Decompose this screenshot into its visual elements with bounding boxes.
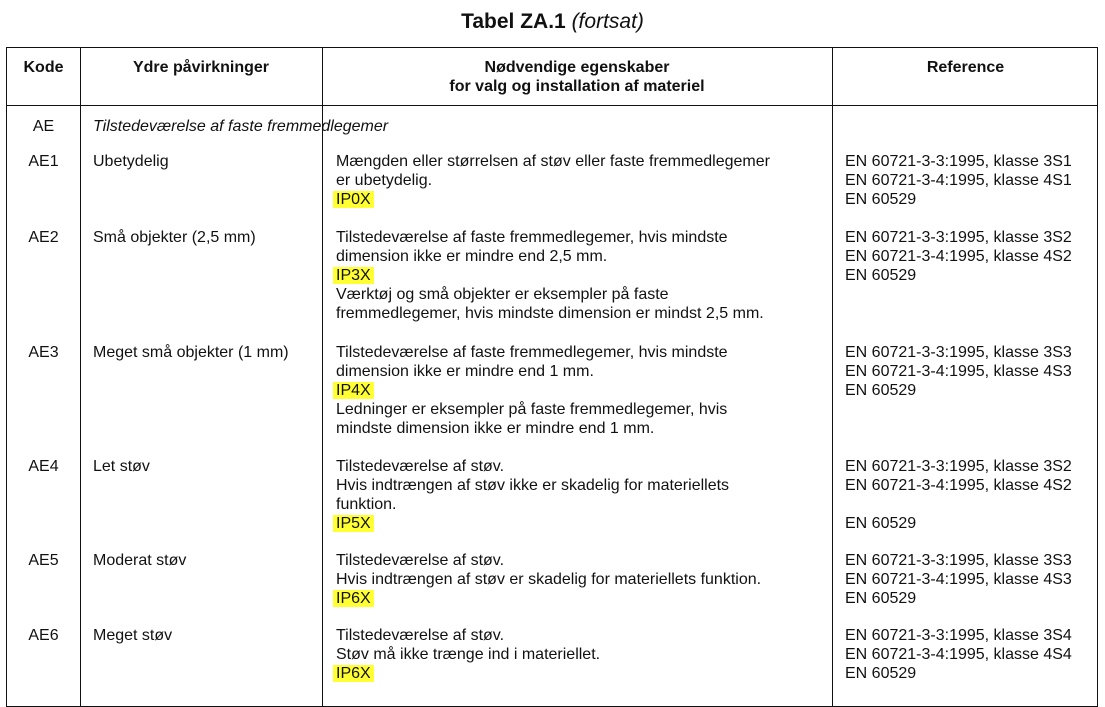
reference-line: EN 60529 [845,267,917,284]
table-title-sub: (fortsat) [571,10,644,33]
header-kode: Kode [23,59,64,76]
row-references [845,551,1072,608]
row-influence: Meget små objekter (1 mm) [93,344,289,361]
ip-code-highlight: IP4X [333,382,374,399]
reference-line: EN 60721-3-4:1995, klasse 4S3 [845,571,1072,588]
header-divider [7,105,1097,106]
row-code: AE2 [28,229,59,246]
row-influence: Ubetydelig [93,153,169,170]
reference-line: EN 60529 [845,590,917,607]
column-divider [832,48,833,706]
property-line: fremmedlegemer, hvis mindste dimension er mindst 2,5 mm. [336,305,764,322]
property-line: Hvis indtrængen af støv er skadelig for materiellets funktion. [336,571,762,588]
property-line: dimension ikke er mindre end 2,5 mm. [336,248,608,265]
ip-code-highlight: IP5X [333,515,374,532]
reference-line [845,495,1072,514]
group-code: AE [32,118,55,135]
row-influence: Små objekter (2,5 mm) [93,229,256,246]
column-divider [322,48,323,706]
row-references [845,152,1072,209]
property-line: Værktøj og små objekter er eksempler på faste [336,286,669,303]
reference-line: EN 60721-3-3:1995, klasse 3S1 [845,153,1072,170]
ip-code-highlight: IP3X [333,267,374,284]
ip-code-line [336,190,770,209]
property-line: Ledninger er eksempler på faste fremmedlegemer, hvis [336,401,728,418]
reference-line: EN 60529 [845,515,917,532]
ip-code-highlight: IP6X [333,590,374,607]
property-line: dimension ikke er mindre end 1 mm. [336,363,594,380]
reference-line: EN 60721-3-4:1995, klasse 4S2 [845,477,1072,494]
row-code: AE1 [28,153,59,170]
property-line: mindste dimension ikke er mindre end 1 mm. [336,420,655,437]
ip-code-highlight: IP6X [333,665,374,682]
reference-line: EN 60721-3-4:1995, klasse 4S4 [845,646,1072,663]
property-line: funktion. [336,496,397,513]
reference-line: EN 60529 [845,665,917,682]
property-line: Tilstedeværelse af støv. [336,458,505,475]
row-references [845,626,1072,683]
group-title: Tilstedeværelse af faste fremmedlegemer [93,118,389,135]
header-reference: Reference [926,59,1005,76]
ip-code-line [336,514,729,533]
property-line: Tilstedeværelse af faste fremmedlegemer, hvis mindste [336,344,728,361]
row-properties [336,152,770,209]
reference-line: EN 60721-3-4:1995, klasse 4S1 [845,172,1072,189]
row-properties [336,626,600,683]
ip-code-line [336,381,728,400]
row-properties [336,457,729,533]
reference-line: EN 60529 [845,382,917,399]
table-title [0,10,1105,34]
row-properties [336,551,761,608]
column-divider [80,48,81,706]
header-egenskaber-line1: Nødvendige egenskaber [484,59,670,76]
property-line: Tilstedeværelse af støv. [336,552,505,569]
ip-code-highlight: IP0X [333,191,374,208]
reference-line: EN 60529 [845,191,917,208]
row-code: AE5 [28,552,59,569]
row-influence: Moderat støv [93,552,187,569]
property-line: Tilstedeværelse af støv. [336,627,505,644]
reference-line: EN 60721-3-3:1995, klasse 3S4 [845,627,1072,644]
row-references [845,228,1072,285]
row-code: AE4 [28,458,59,475]
property-line: Hvis indtrængen af støv ikke er skadelig for materiellets [336,477,730,494]
ip-code-line [336,589,761,608]
header-egenskaber [322,58,832,96]
row-properties [336,343,728,438]
reference-line: EN 60721-3-3:1995, klasse 3S2 [845,229,1072,246]
property-line: Støv må ikke trænge ind i materiellet. [336,646,601,663]
row-references [845,343,1072,400]
ip-code-line [336,664,600,683]
row-references [845,457,1072,533]
reference-line: EN 60721-3-3:1995, klasse 3S2 [845,458,1072,475]
row-code: AE6 [28,627,59,644]
row-properties [336,228,764,323]
row-influence: Meget støv [93,627,173,644]
header-ydre: Ydre påvirkninger [132,59,270,76]
property-line: Tilstedeværelse af faste fremmedlegemer, hvis mindste [336,229,728,246]
requirements-table [6,47,1098,707]
property-line: er ubetydelig. [336,172,433,189]
reference-line: EN 60721-3-4:1995, klasse 4S2 [845,248,1072,265]
reference-line: EN 60721-3-4:1995, klasse 4S3 [845,363,1072,380]
row-influence: Let støv [93,458,150,475]
reference-line: EN 60721-3-3:1995, klasse 3S3 [845,552,1072,569]
row-code: AE3 [28,344,59,361]
reference-line: EN 60721-3-3:1995, klasse 3S3 [845,344,1072,361]
header-egenskaber-line2: for valg og installation af materiel [449,78,705,95]
property-line: Mængden eller størrelsen af støv eller faste fremmedlegemer [336,153,770,170]
ip-code-line [336,266,764,285]
table-title-main: Tabel ZA.1 [461,10,566,33]
